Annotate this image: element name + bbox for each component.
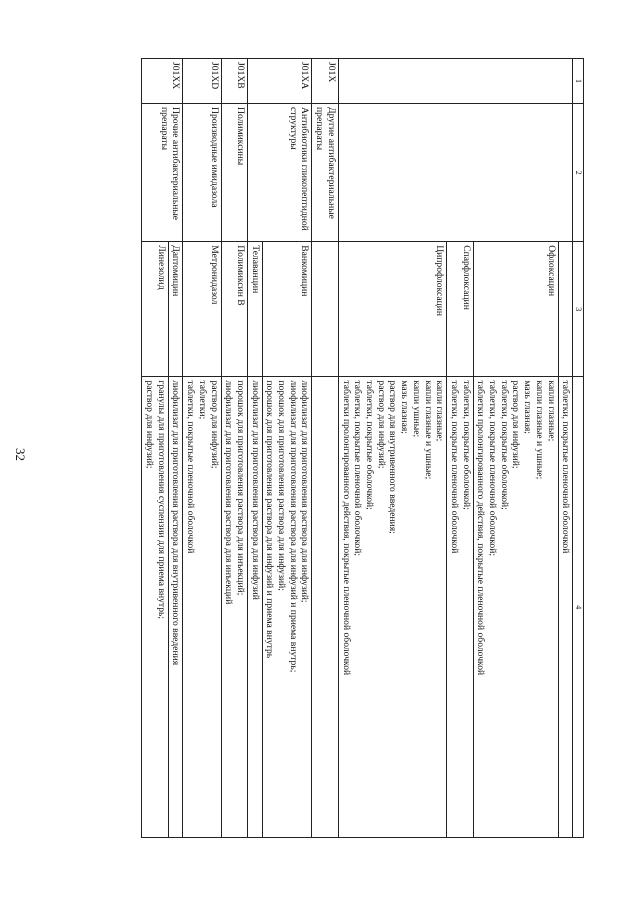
dosage-form-line: раствор для инфузий; [208, 380, 220, 469]
group-cell: Другие антибактериальные препараты [312, 104, 338, 242]
atc-code-cell: J01X [312, 59, 338, 104]
group-cell: Антибиотики гликопептидной структуры [247, 104, 312, 242]
dosage-form-line: мазь глазная; [522, 380, 534, 434]
group-cell [338, 104, 572, 242]
drug-name-cell: Ципрофлоксацин [338, 242, 446, 377]
table-row [558, 59, 573, 838]
dosage-forms-cell [262, 377, 312, 838]
drug-name-cell: Спарфлоксацин [447, 242, 473, 377]
table-header-row [573, 59, 584, 838]
drug-name-cell: Ванкомицин [262, 242, 312, 377]
atc-code-cell: J01XX [142, 59, 183, 104]
header-col-2: 2 [573, 104, 584, 242]
drug-name-cell: Метронидазол [183, 242, 221, 377]
dosage-form-line: капли глазные и ушные; [533, 380, 545, 480]
dosage-forms-cell [312, 377, 338, 838]
dosage-form-line: лиофилизат для приготовления раствора для инфузий; [299, 380, 311, 603]
atc-code-cell: J01XD [183, 59, 221, 104]
drug-name-cell: Телаванцин [247, 242, 262, 377]
dosage-forms-cell [247, 377, 262, 838]
dosage-forms-cell [447, 377, 473, 838]
table-row [168, 59, 183, 838]
dosage-form-line: капли глазные; [545, 380, 557, 442]
dosage-form-line: лиофилизат для приготовления раствора для инфузий и приема внутрь; [287, 380, 299, 673]
dosage-form-line: раствор для инфузий; [144, 380, 156, 469]
dosage-forms-cell [168, 377, 183, 838]
dosage-form-line: таблетки, покрытые пленочной оболочкой; [352, 380, 364, 556]
group-cell: Полимиксины [221, 104, 247, 242]
dosage-form-line: таблетки, покрытые оболочкой; [498, 380, 510, 510]
dosage-form-line: лиофилизат для приготовления раствора для инфузий [249, 380, 261, 600]
atc-code-cell: J01XB [221, 59, 247, 104]
dosage-form-line: лиофилизат для приготовления раствора для внутривенного введения [170, 380, 182, 666]
dosage-form-line: таблетки пролонгированного действия, покрытые пленочной оболочкой [475, 380, 487, 676]
dosage-forms-cell [183, 377, 221, 838]
dosage-form-line: таблетки пролонгированного действия, покрытые пленочной оболочкой [340, 380, 352, 676]
dosage-form-line: лиофилизат для приготовления раствора для инъекций [223, 380, 235, 605]
dosage-form-line: капли глазные и ушные; [422, 380, 434, 480]
atc-code-cell [338, 59, 572, 104]
dosage-form-line: таблетки, покрытые оболочкой; [364, 380, 375, 510]
dosage-forms-cell [221, 377, 247, 838]
rotated-page-content [79, 58, 584, 838]
header-col-1: 1 [573, 59, 584, 104]
header-col-3: 3 [573, 242, 584, 377]
dosage-form-line: гранулы для приготовления суспензии для приема внутрь; [155, 380, 167, 620]
dosage-forms-cell [338, 377, 446, 838]
dosage-form-line: капли ушные; [410, 380, 422, 438]
drug-name-cell [558, 242, 573, 377]
header-col-4: 4 [573, 377, 584, 838]
dosage-form-line: таблетки, покрытые пленочной оболочкой [185, 380, 197, 554]
group-cell: Производные имидазола [183, 104, 221, 242]
page-number: 32 [13, 448, 28, 461]
table-row [183, 59, 221, 838]
drug-name-cell: Полимиксин В [221, 242, 247, 377]
dosage-form-line: мазь глазная; [399, 380, 411, 434]
drug-name-cell: Линезолид [142, 242, 168, 377]
dosage-form-line: раствор для внутривенного введения; [387, 380, 399, 534]
drug-table [141, 58, 584, 838]
dosage-form-line: порошок для приготовления раствора для инфузий; [276, 380, 288, 591]
table-row [262, 59, 312, 838]
table-row [312, 59, 338, 838]
dosage-form-line: раствор для инфузий; [510, 380, 522, 469]
dosage-form-line: порошок для приготовления раствора для инъекций; [234, 380, 246, 596]
dosage-form-line: капли глазные; [434, 380, 446, 442]
drug-name-cell [312, 242, 338, 377]
dosage-form-line: таблетки, покрытые пленочной оболочкой [560, 380, 572, 554]
group-cell: Прочие антибактериальные препараты [142, 104, 183, 242]
dosage-form-line: таблетки, покрытые пленочной оболочкой [448, 380, 460, 554]
dosage-form-line: таблетки; [196, 380, 208, 420]
table-row [221, 59, 247, 838]
drug-name-cell: Офлоксацин [473, 242, 558, 377]
drug-name-cell: Даптомицин [168, 242, 183, 377]
dosage-forms-cell [473, 377, 558, 838]
atc-code-cell: J01XA [247, 59, 312, 104]
dosage-form-line: порошок для приготовления раствора для инфузий и приема внутрь [264, 380, 276, 659]
dosage-form-line: таблетки, покрытые оболочкой; [460, 380, 472, 510]
dosage-forms-cell [558, 377, 573, 838]
dosage-forms-cell [142, 377, 168, 838]
dosage-form-line: раствор для инфузий; [375, 380, 387, 469]
dosage-form-line: таблетки, покрытые пленочной оболочкой; [487, 380, 499, 556]
